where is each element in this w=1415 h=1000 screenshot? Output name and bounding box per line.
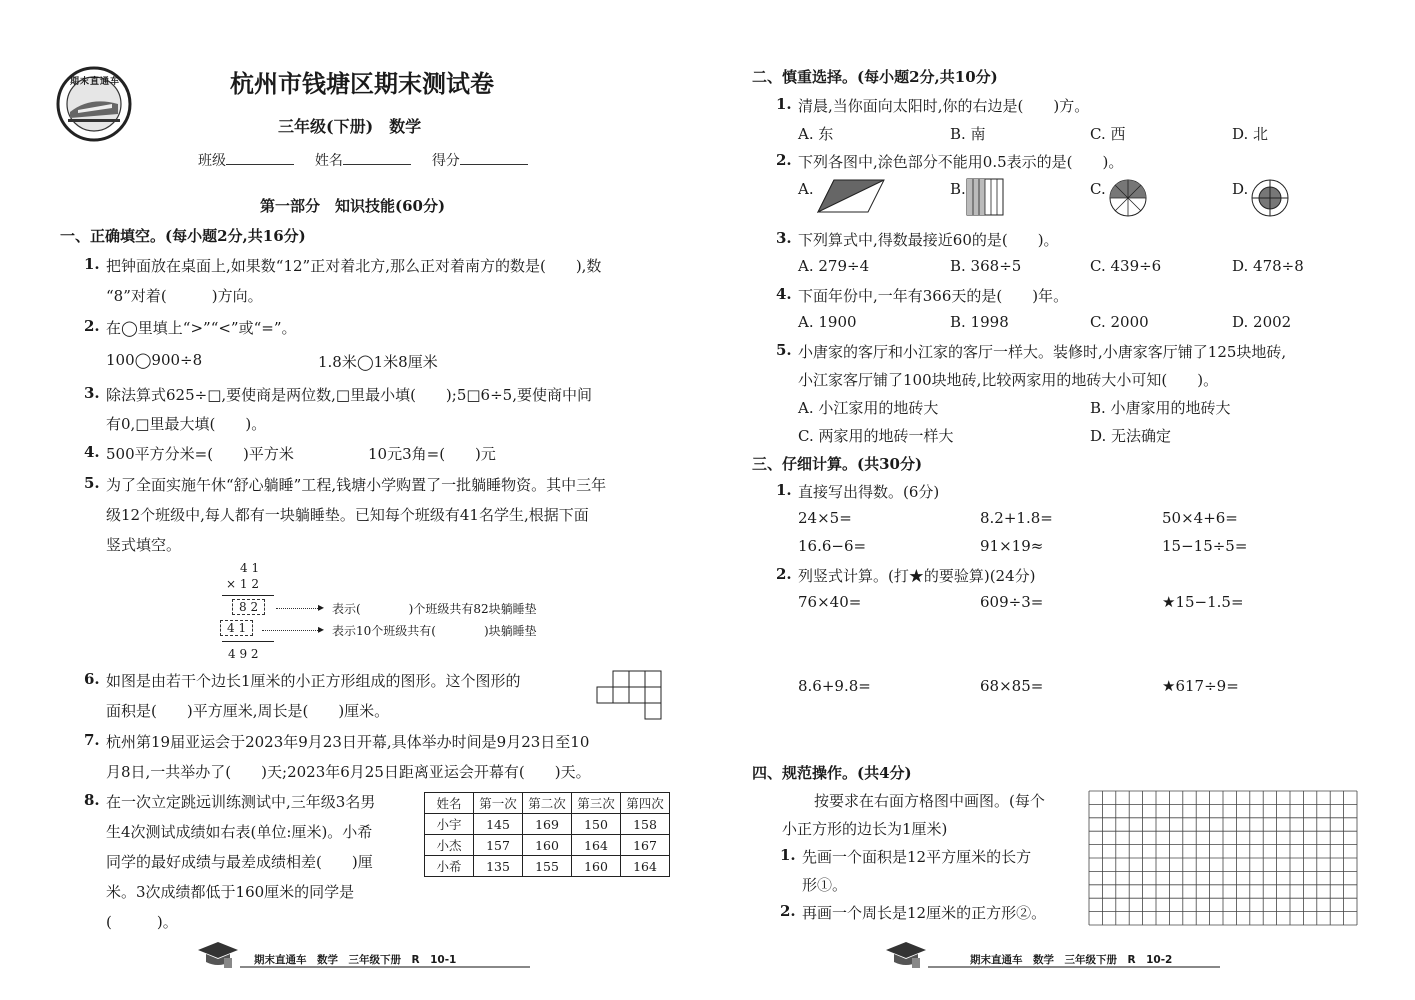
ring-circle-figure — [1250, 178, 1290, 218]
vm-label2: 表示10个班级共有( )块躺睡垫 — [332, 624, 537, 638]
c2-question: 下列各图中,涂色部分不能用0.5表示的是( )。 — [798, 153, 1124, 171]
k2-item: 68×85= — [980, 677, 1044, 695]
q1-number: 1. — [84, 255, 100, 273]
op-item1-number: 1. — [780, 846, 796, 864]
q2-a: 100◯900÷8 — [106, 351, 203, 369]
vm-line — [222, 595, 274, 596]
c4-option-b[interactable]: B. 1998 — [950, 313, 1009, 331]
c1-option-b[interactable]: B. 南 — [950, 125, 986, 143]
c3-option-d[interactable]: D. 478÷8 — [1232, 257, 1304, 275]
q7-line2: 月8日,一共举办了( )天;2023年6月25日距离亚运会开幕有( )天。 — [106, 763, 591, 781]
op-intro-line2: 小正方形的边长为1厘米) — [782, 820, 948, 838]
vm-multiplier: × 1 2 — [226, 577, 259, 591]
arrow-head-1: ▸ — [318, 600, 325, 614]
table-cell: 158 — [621, 814, 670, 835]
page2-footer: 期末直通车 数学 三年级下册 R 10-2 — [970, 954, 1173, 966]
q6-line2: 面积是( )平方厘米,周长是( )厘米。 — [106, 702, 390, 720]
vm-label1: 表示( )个班级共有82块躺睡垫 — [332, 602, 537, 616]
pie-circle-figure — [1108, 178, 1148, 218]
exam-subtitle: 三年级(下册) 数学 — [278, 117, 422, 136]
k2-number: 2. — [776, 565, 792, 583]
c3-option-b[interactable]: B. 368÷5 — [950, 257, 1022, 275]
table-row — [425, 814, 670, 835]
c3-option-a[interactable]: A. 279÷4 — [798, 257, 870, 275]
logo-text: 期末直通车 — [70, 77, 121, 87]
q7-line1: 杭州第19届亚运会于2023年9月23日开幕,具体举办时间是9月23日至10 — [106, 733, 590, 751]
vm-result: 4 9 2 — [228, 647, 259, 661]
table-cell: 157 — [474, 835, 523, 856]
q1-line2: “8”对着( )方向。 — [106, 287, 263, 305]
q5-line1: 为了全面实施午休“舒心躺睡”工程,钱塘小学购置了一批躺睡物资。其中三年 — [106, 476, 607, 494]
c1-question: 清晨,当你面向太阳时,你的右边是( )方。 — [798, 97, 1090, 115]
table-cell: 169 — [523, 814, 572, 835]
section-1-title: 一、正确填空。(每小题2分,共16分) — [60, 227, 306, 245]
op-item1-line1: 先画一个面积是12平方厘米的长方 — [802, 848, 1032, 866]
q4-a: 500平方分米=( )平方米 — [106, 445, 294, 463]
q3-line2: 有0,□里最大填( )。 — [106, 415, 267, 433]
q4-number: 4. — [84, 443, 100, 461]
table-cell: 135 — [474, 856, 523, 877]
section-4-title: 四、规范操作。(共4分) — [752, 764, 912, 782]
field-score-label: 得分 — [431, 153, 460, 169]
q7-number: 7. — [84, 731, 100, 749]
q4-b: 10元3角=( )元 — [368, 445, 496, 463]
c4-option-c[interactable]: C. 2000 — [1090, 313, 1149, 331]
part-title: 第一部分 知识技能(60分) — [260, 197, 446, 215]
c5-option-a[interactable]: A. 小江家用的地砖大 — [798, 399, 939, 417]
q6-line1: 如图是由若干个边长1厘米的小正方形组成的图形。这个图形的 — [106, 672, 521, 690]
table-cell: 小杰 — [425, 835, 474, 856]
op-item2-number: 2. — [780, 902, 796, 920]
exam-title: 杭州市钱塘区期末测试卷 — [230, 69, 494, 98]
table-cell: 145 — [474, 814, 523, 835]
q8-line4: 米。3次成绩都低于160厘米的同学是 — [106, 883, 355, 901]
page1-footer: 期末直通车 数学 三年级下册 R 10-1 — [254, 954, 457, 966]
table-header: 第一次 — [474, 793, 523, 814]
k2-item: ★15−1.5= — [1162, 593, 1244, 611]
field-class-label: 班级 — [198, 153, 226, 169]
k2-item: ★617÷9= — [1162, 677, 1239, 695]
vm-partial1: 8 2 — [232, 599, 265, 615]
vm-top: 4 1 — [240, 561, 260, 575]
section-3-title: 三、仔细计算。(共30分) — [752, 455, 923, 473]
k1-item: 15−15÷5= — [1162, 537, 1248, 555]
table-header: 第二次 — [523, 793, 572, 814]
k2-title: 列竖式计算。(打★的要验算)(24分) — [798, 567, 1036, 585]
arrow-head-2: ▸ — [318, 622, 325, 636]
c5-question-line1: 小唐家的客厅和小江家的客厅一样大。装修时,小唐家客厅铺了125块地砖, — [798, 343, 1287, 361]
table-header: 第四次 — [621, 793, 670, 814]
q3-number: 3. — [84, 384, 100, 402]
q5-number: 5. — [84, 474, 100, 492]
parallelogram-figure — [816, 178, 886, 214]
k1-title: 直接写出得数。(6分) — [798, 483, 940, 501]
op-item2-line: 再画一个周长是12厘米的正方形②。 — [802, 904, 1047, 922]
op-item1-line2: 形①。 — [802, 876, 848, 894]
q8-line3: 同学的最好成绩与最差成绩相差( )厘 — [106, 853, 373, 871]
c1-option-a[interactable]: A. 东 — [798, 125, 834, 143]
q8-line1: 在一次立定跳远训练测试中,三年级3名男 — [106, 793, 376, 811]
q5-line2: 级12个班级中,每人都有一块躺睡垫。已知每个班级有41名学生,根据下面 — [106, 506, 589, 524]
q2-number: 2. — [84, 317, 100, 335]
c1-option-c[interactable]: C. 西 — [1090, 125, 1126, 143]
q2-b: 1.8米◯1米8厘米 — [318, 353, 438, 371]
table-header: 第三次 — [572, 793, 621, 814]
score-input[interactable] — [460, 150, 528, 165]
c5-option-c[interactable]: C. 两家用的地砖一样大 — [798, 427, 954, 445]
table-cell: 小希 — [425, 856, 474, 877]
table-cell: 164 — [572, 835, 621, 856]
table-cell: 160 — [523, 835, 572, 856]
field-name-label: 姓名 — [314, 153, 343, 169]
c2-option-a[interactable]: A. — [798, 180, 814, 198]
c5-number: 5. — [776, 341, 792, 359]
c1-number: 1. — [776, 95, 792, 113]
q8-line5: ( )。 — [106, 913, 178, 931]
table-header: 姓名 — [425, 793, 474, 814]
table-header-row — [425, 793, 670, 814]
q2-line1: 在◯里填上“>”“<”或“=”。 — [106, 319, 297, 337]
c3-option-c[interactable]: C. 439÷6 — [1090, 257, 1162, 275]
dotted-arrow-2 — [262, 630, 320, 631]
table-cell: 164 — [621, 856, 670, 877]
table-row — [425, 835, 670, 856]
class-input[interactable] — [226, 150, 294, 165]
name-input[interactable] — [343, 150, 411, 165]
c2-option-b[interactable]: B. — [950, 180, 966, 198]
c5-question-line2: 小江家客厅铺了100块地砖,比较两家用的地砖大小可知( )。 — [798, 371, 1219, 389]
c2-number: 2. — [776, 151, 792, 169]
table-cell: 160 — [572, 856, 621, 877]
q3-line1: 除法算式625÷□,要使商是两位数,□里最小填( );5□6÷5,要使商中间 — [106, 386, 592, 404]
c3-question: 下列算式中,得数最接近60的是( )。 — [798, 231, 1059, 249]
vm-line2 — [222, 641, 274, 642]
q5-line3: 竖式填空。 — [106, 536, 182, 554]
square-figure — [596, 670, 666, 722]
k1-item: 24×5= — [798, 509, 852, 527]
c1-option-d[interactable]: D. 北 — [1232, 125, 1269, 143]
k1-number: 1. — [776, 481, 792, 499]
c4-number: 4. — [776, 285, 792, 303]
q1-line1: 把钟面放在桌面上,如果数“12”正对着北方,那么正对着南方的数是( ),数 — [106, 257, 602, 275]
section-2-title: 二、慎重选择。(每小题2分,共10分) — [752, 68, 998, 86]
table-row — [425, 856, 670, 877]
c2-option-c[interactable]: C. — [1090, 180, 1106, 198]
table-cell: 小宇 — [425, 814, 474, 835]
c5-option-b[interactable]: B. 小唐家用的地砖大 — [1090, 399, 1231, 417]
q8-number: 8. — [84, 791, 100, 809]
graduation-cap-icon — [882, 940, 928, 970]
table-cell: 167 — [621, 835, 670, 856]
k2-item: 609÷3= — [980, 593, 1044, 611]
k1-item: 8.2+1.8= — [980, 509, 1053, 527]
drawing-grid[interactable] — [1088, 790, 1358, 930]
info-fields — [198, 150, 528, 170]
k2-item: 8.6+9.8= — [798, 677, 871, 695]
op-intro-line1: 按要求在右面方格图中画图。(每个 — [814, 792, 1045, 810]
score-table — [424, 792, 670, 877]
table-cell: 155 — [523, 856, 572, 877]
k1-item: 91×19≈ — [980, 537, 1044, 555]
c2-option-d[interactable]: D. — [1232, 180, 1249, 198]
table-cell: 150 — [572, 814, 621, 835]
q6-number: 6. — [84, 670, 100, 688]
c4-option-a[interactable]: A. 1900 — [798, 313, 857, 331]
graduation-cap-icon — [194, 940, 240, 970]
vm-partial2: 4 1 — [220, 620, 253, 636]
k1-item: 50×4+6= — [1162, 509, 1238, 527]
q8-line2: 生4次测试成绩如右表(单位:厘米)。小希 — [106, 823, 373, 841]
c5-option-d[interactable]: D. 无法确定 — [1090, 427, 1172, 445]
k1-item: 16.6−6= — [798, 537, 867, 555]
striped-rectangle-figure — [966, 178, 1004, 216]
c4-option-d[interactable]: D. 2002 — [1232, 313, 1292, 331]
c4-question: 下面年份中,一年有366天的是( )年。 — [798, 287, 1069, 305]
dotted-arrow-1 — [276, 608, 320, 609]
k2-item: 76×40= — [798, 593, 862, 611]
c3-number: 3. — [776, 229, 792, 247]
